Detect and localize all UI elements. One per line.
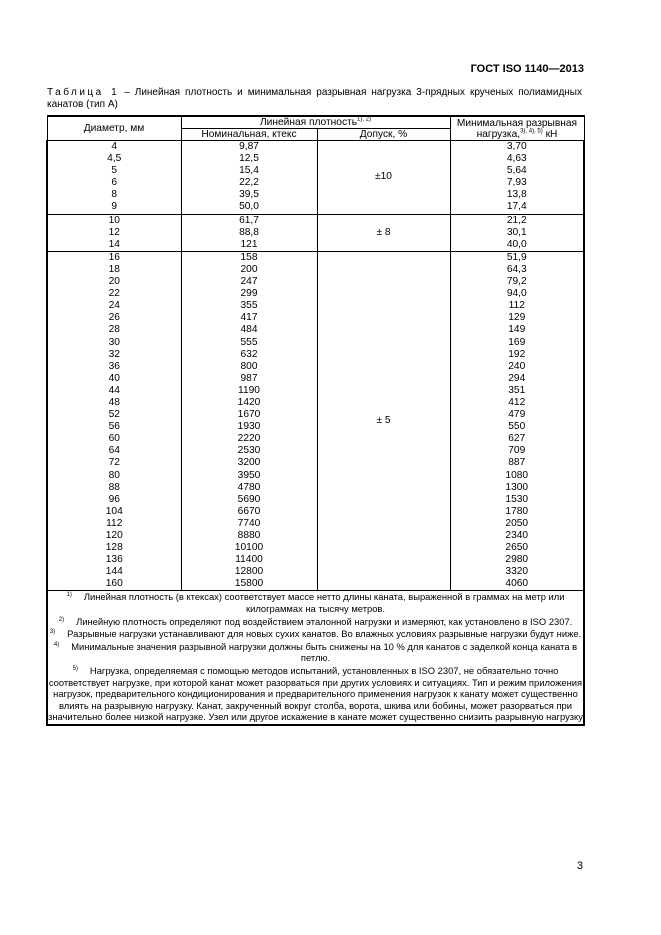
cell-min-load: 240 bbox=[450, 361, 584, 373]
table-row bbox=[47, 288, 584, 300]
table-row bbox=[47, 349, 584, 361]
cell-diameter: 44 bbox=[47, 385, 181, 397]
cell-nominal: 2220 bbox=[181, 433, 317, 445]
cell-nominal: 11400 bbox=[181, 554, 317, 566]
cell-nominal: 200 bbox=[181, 264, 317, 276]
cell-min-load: 887 bbox=[450, 457, 584, 469]
cell-min-load: 1780 bbox=[450, 506, 584, 518]
cell-min-load: 21,2 bbox=[450, 214, 584, 227]
cell-diameter: 14 bbox=[47, 239, 181, 252]
table-row bbox=[47, 409, 584, 421]
cell-min-load: 2650 bbox=[450, 542, 584, 554]
cell-diameter: 128 bbox=[47, 542, 181, 554]
table-row bbox=[47, 494, 584, 506]
cell-diameter: 56 bbox=[47, 421, 181, 433]
table-row bbox=[47, 141, 584, 154]
cell-min-load: 1300 bbox=[450, 482, 584, 494]
cell-nominal: 5690 bbox=[181, 494, 317, 506]
table-row bbox=[47, 518, 584, 530]
cell-min-load: 169 bbox=[450, 337, 584, 349]
cell-diameter: 5 bbox=[47, 165, 181, 177]
footnote-text: Линейная плотность (в ктексах) соответствует массе нетто длины каната, выраженной в граммах на метр или килограммах на тысячу метров. bbox=[83, 591, 565, 615]
footnote bbox=[48, 591, 583, 614]
cell-diameter: 60 bbox=[47, 433, 181, 445]
cell-diameter: 22 bbox=[47, 288, 181, 300]
table-row bbox=[47, 165, 584, 177]
cell-nominal: 987 bbox=[181, 373, 317, 385]
cell-nominal: 12800 bbox=[181, 566, 317, 578]
footnote-number: 1) bbox=[66, 592, 72, 599]
cell-nominal: 12,5 bbox=[181, 153, 317, 165]
table-row bbox=[47, 554, 584, 566]
cell-min-load: 79,2 bbox=[450, 276, 584, 288]
cell-nominal: 247 bbox=[181, 276, 317, 288]
table-row bbox=[47, 324, 584, 336]
table-footnotes bbox=[47, 591, 584, 725]
table-row bbox=[47, 251, 584, 264]
cell-min-load: 2050 bbox=[450, 518, 584, 530]
cell-diameter: 48 bbox=[47, 397, 181, 409]
cell-nominal: 800 bbox=[181, 361, 317, 373]
cell-min-load: 112 bbox=[450, 300, 584, 312]
cell-nominal: 9,87 bbox=[181, 141, 317, 154]
cell-diameter: 20 bbox=[47, 276, 181, 288]
footnote-number: 3) bbox=[49, 629, 56, 636]
cell-min-load: 51,9 bbox=[450, 251, 584, 264]
cell-nominal: 1670 bbox=[181, 409, 317, 421]
cell-min-load: 2340 bbox=[450, 530, 584, 542]
table-row bbox=[47, 239, 584, 252]
cell-min-load: 3320 bbox=[450, 566, 584, 578]
cell-min-load: 5,64 bbox=[450, 165, 584, 177]
cell-diameter: 52 bbox=[47, 409, 181, 421]
cell-diameter: 9 bbox=[47, 201, 181, 214]
table-row bbox=[47, 337, 584, 349]
table-row bbox=[47, 566, 584, 578]
table-row bbox=[47, 385, 584, 397]
cell-nominal: 15,4 bbox=[181, 165, 317, 177]
cell-tolerance: ± 5 bbox=[317, 251, 450, 591]
footnote-text: Минимальные значения разрывной нагрузки должны быть снижены на 10 % для канатов с заделкой конца каната в петлю. bbox=[71, 640, 578, 664]
cell-min-load: 2980 bbox=[450, 554, 584, 566]
cell-nominal: 1930 bbox=[181, 421, 317, 433]
cell-diameter: 120 bbox=[47, 530, 181, 542]
table-caption-text: – Линейная плотность и минимальная разрывная нагрузка 3-прядных крученых полиамидных канатов (тип А) bbox=[47, 87, 582, 110]
cell-min-load: 1080 bbox=[450, 470, 584, 482]
cell-min-load: 30,1 bbox=[450, 227, 584, 239]
table-caption-prefix: Таблица 1 bbox=[47, 87, 120, 98]
cell-min-load: 13,8 bbox=[450, 189, 584, 201]
cell-diameter: 4 bbox=[47, 141, 181, 154]
table-row bbox=[47, 373, 584, 385]
cell-diameter: 24 bbox=[47, 300, 181, 312]
cell-nominal: 7740 bbox=[181, 518, 317, 530]
cell-nominal: 8880 bbox=[181, 530, 317, 542]
header-min-load bbox=[450, 116, 584, 141]
table-row bbox=[47, 421, 584, 433]
cell-nominal: 158 bbox=[181, 251, 317, 264]
footnote bbox=[48, 616, 583, 628]
cell-min-load: 3,70 bbox=[450, 141, 584, 154]
table-row bbox=[47, 300, 584, 312]
cell-nominal: 15800 bbox=[181, 578, 317, 591]
header-diameter: Диаметр, мм bbox=[47, 116, 181, 141]
cell-diameter: 8 bbox=[47, 189, 181, 201]
cell-min-load: 94,0 bbox=[450, 288, 584, 300]
header-min-load-refs: 3), 4), 5) bbox=[520, 128, 543, 135]
cell-min-load: 550 bbox=[450, 421, 584, 433]
header-min-load-unit: кН bbox=[542, 128, 558, 140]
table-row bbox=[47, 578, 584, 591]
header-tolerance: Допуск, % bbox=[317, 129, 450, 141]
cell-diameter: 18 bbox=[47, 264, 181, 276]
cell-diameter: 112 bbox=[47, 518, 181, 530]
page-number: 3 bbox=[576, 860, 583, 872]
cell-diameter: 26 bbox=[47, 312, 181, 324]
footnote bbox=[48, 665, 583, 723]
cell-nominal: 632 bbox=[181, 349, 317, 361]
cell-diameter: 80 bbox=[47, 470, 181, 482]
table-row bbox=[47, 201, 584, 214]
data-table bbox=[46, 115, 585, 726]
table-row bbox=[47, 445, 584, 457]
footnote-text: Нагрузка, определяемая с помощью методов испытаний, установленных в ISO 2307, не обязательно точно соответствует нагрузке, при которой канат может разорваться при других условиях и ситуациях. Тип и режим приложения нагрузок, предварительного кондиционирования и предварительного применения нагрузок к канату может существенно влиять на разрывную нагрузку. Канат, закрученный вокруг столба, ворота, шкива или бобины, может разорваться при значительно более низкой нагрузке. Узел или другое искажение в канате может существенно снизить разрывную нагрузку bbox=[48, 665, 583, 723]
footnote-text: Разрывные нагрузки устанавливают для новых сухих канатов. Во влажных условиях разрывные нагрузки будут ниже. bbox=[67, 628, 582, 640]
table-row bbox=[47, 397, 584, 409]
cell-nominal: 555 bbox=[181, 337, 317, 349]
cell-min-load: 412 bbox=[450, 397, 584, 409]
footnote bbox=[48, 641, 583, 664]
table-row bbox=[47, 276, 584, 288]
cell-diameter: 96 bbox=[47, 494, 181, 506]
header-min-load-line2: нагрузка, bbox=[476, 128, 521, 140]
cell-min-load: 129 bbox=[450, 312, 584, 324]
table-row bbox=[47, 530, 584, 542]
cell-min-load: 4060 bbox=[450, 578, 584, 591]
header-linear-density-refs: 1), 2) bbox=[357, 116, 372, 123]
cell-tolerance: ±10 bbox=[317, 141, 450, 215]
cell-diameter: 30 bbox=[47, 337, 181, 349]
cell-min-load: 40,0 bbox=[450, 239, 584, 252]
table-row bbox=[47, 227, 584, 239]
cell-nominal: 355 bbox=[181, 300, 317, 312]
cell-nominal: 50,0 bbox=[181, 201, 317, 214]
cell-nominal: 3950 bbox=[181, 470, 317, 482]
cell-diameter: 160 bbox=[47, 578, 181, 591]
cell-min-load: 192 bbox=[450, 349, 584, 361]
cell-diameter: 12 bbox=[47, 227, 181, 239]
cell-nominal: 4780 bbox=[181, 482, 317, 494]
header-linear-density bbox=[181, 116, 450, 129]
cell-nominal: 417 bbox=[181, 312, 317, 324]
cell-diameter: 28 bbox=[47, 324, 181, 336]
cell-min-load: 294 bbox=[450, 373, 584, 385]
cell-diameter: 32 bbox=[47, 349, 181, 361]
table-body bbox=[47, 141, 584, 591]
cell-diameter: 136 bbox=[47, 554, 181, 566]
cell-diameter: 6 bbox=[47, 177, 181, 189]
table-row bbox=[47, 482, 584, 494]
cell-nominal: 299 bbox=[181, 288, 317, 300]
cell-nominal: 2530 bbox=[181, 445, 317, 457]
table-row bbox=[47, 214, 584, 227]
cell-min-load: 7,93 bbox=[450, 177, 584, 189]
cell-nominal: 1420 bbox=[181, 397, 317, 409]
cell-diameter: 40 bbox=[47, 373, 181, 385]
table-caption bbox=[47, 87, 582, 111]
table-row bbox=[47, 542, 584, 554]
footnote-number: 2) bbox=[58, 616, 65, 623]
cell-min-load: 4,63 bbox=[450, 153, 584, 165]
header-nominal: Номинальная, ктекс bbox=[181, 129, 317, 141]
cell-nominal: 484 bbox=[181, 324, 317, 336]
cell-nominal: 121 bbox=[181, 239, 317, 252]
cell-nominal: 22,2 bbox=[181, 177, 317, 189]
cell-min-load: 709 bbox=[450, 445, 584, 457]
table-row bbox=[47, 312, 584, 324]
footnote-text: Линейную плотность определяют под воздействием эталонной нагрузки и измеряют, как установлено в ISO 2307. bbox=[76, 615, 573, 627]
cell-min-load: 479 bbox=[450, 409, 584, 421]
cell-tolerance: ± 8 bbox=[317, 214, 450, 251]
cell-min-load: 149 bbox=[450, 324, 584, 336]
table-row bbox=[47, 177, 584, 189]
cell-min-load: 1530 bbox=[450, 494, 584, 506]
cell-diameter: 72 bbox=[47, 457, 181, 469]
cell-diameter: 144 bbox=[47, 566, 181, 578]
cell-diameter: 36 bbox=[47, 361, 181, 373]
header-linear-density-label: Линейная плотность bbox=[259, 117, 358, 128]
cell-nominal: 3200 bbox=[181, 457, 317, 469]
cell-nominal: 6670 bbox=[181, 506, 317, 518]
cell-nominal: 61,7 bbox=[181, 214, 317, 227]
table-row bbox=[47, 189, 584, 201]
cell-diameter: 104 bbox=[47, 506, 181, 518]
cell-nominal: 88,8 bbox=[181, 227, 317, 239]
footnote-number: 4) bbox=[53, 641, 60, 648]
cell-min-load: 627 bbox=[450, 433, 584, 445]
cell-diameter: 88 bbox=[47, 482, 181, 494]
header-min-load-line1: Минимальная разрывная bbox=[456, 117, 578, 129]
cell-nominal: 1190 bbox=[181, 385, 317, 397]
table-row bbox=[47, 457, 584, 469]
table-row bbox=[47, 470, 584, 482]
cell-min-load: 351 bbox=[450, 385, 584, 397]
cell-diameter: 4,5 bbox=[47, 153, 181, 165]
cell-min-load: 64,3 bbox=[450, 264, 584, 276]
footnote-number: 5) bbox=[72, 665, 78, 672]
cell-diameter: 64 bbox=[47, 445, 181, 457]
cell-diameter: 10 bbox=[47, 214, 181, 227]
table-row bbox=[47, 153, 584, 165]
table-row bbox=[47, 506, 584, 518]
footnote bbox=[48, 628, 583, 640]
table-row bbox=[47, 361, 584, 373]
cell-diameter: 16 bbox=[47, 251, 181, 264]
cell-nominal: 39,5 bbox=[181, 189, 317, 201]
table-row bbox=[47, 264, 584, 276]
cell-nominal: 10100 bbox=[181, 542, 317, 554]
document-header: ГОСТ ISO 1140—2013 bbox=[470, 63, 584, 75]
table-row bbox=[47, 433, 584, 445]
cell-min-load: 17,4 bbox=[450, 201, 584, 214]
